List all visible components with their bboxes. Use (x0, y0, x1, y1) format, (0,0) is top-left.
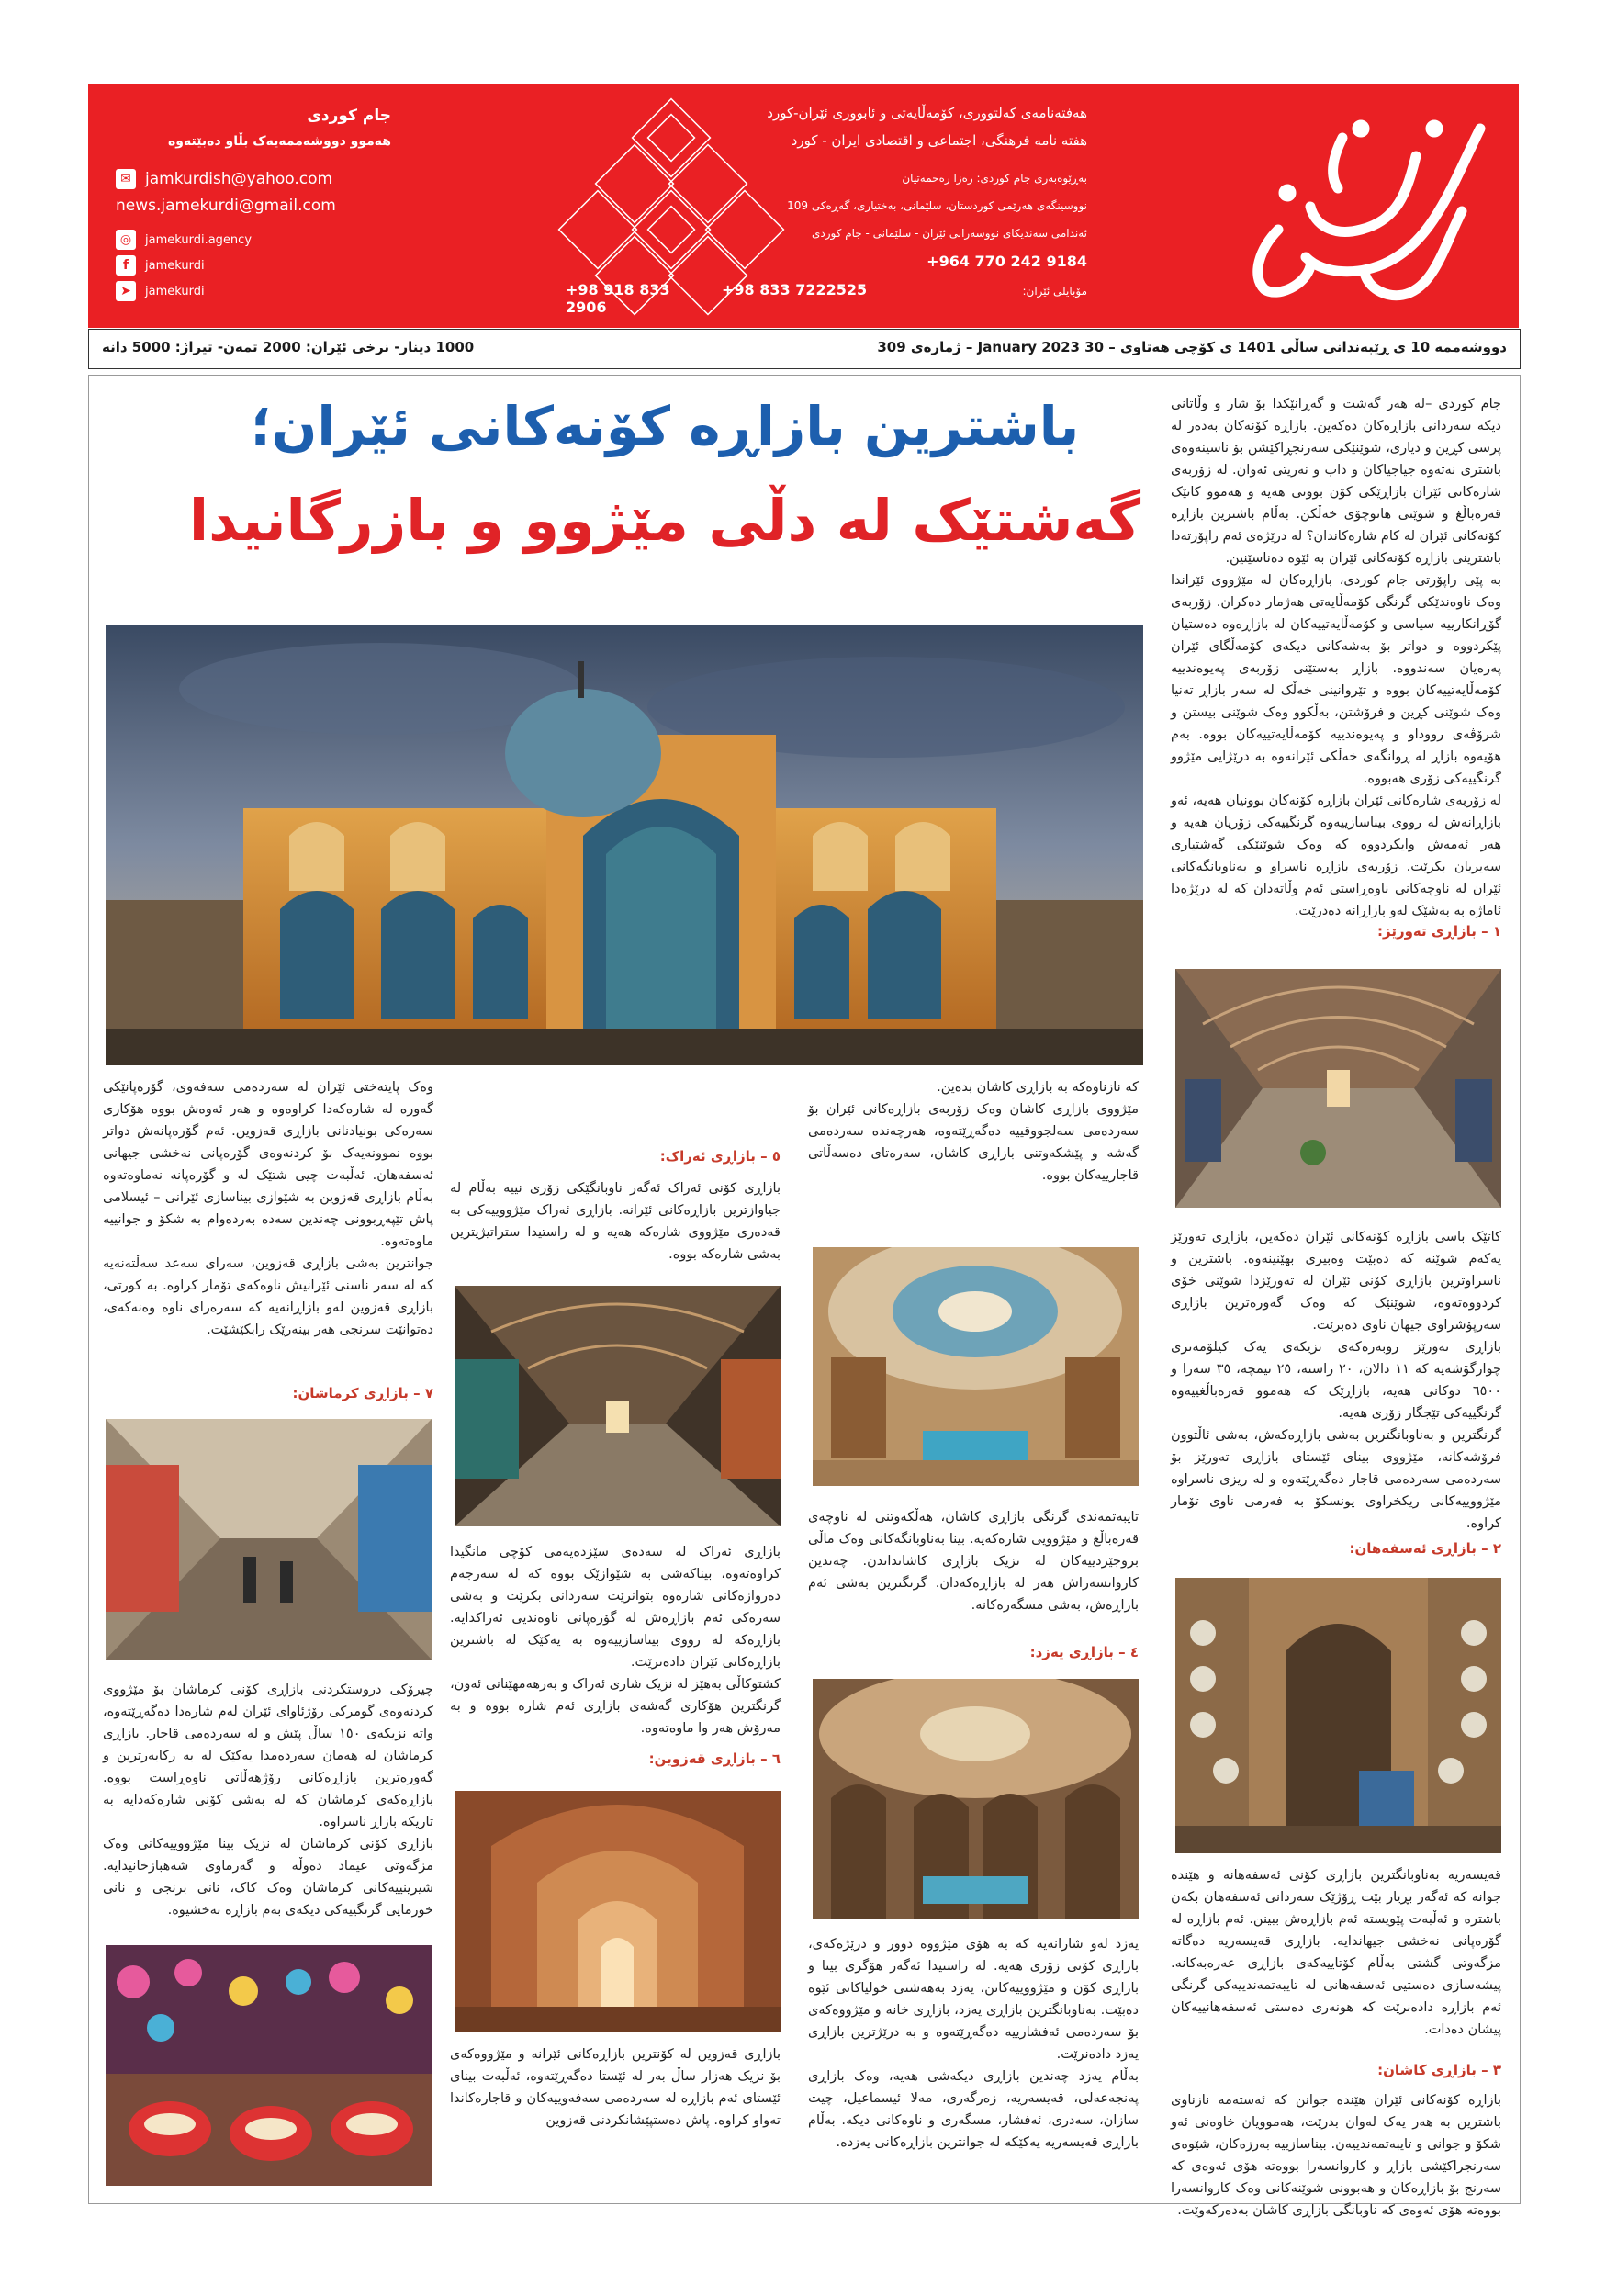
column-2-top (808, 1076, 1139, 1187)
mail-icon: ✉ (116, 169, 136, 189)
intro-paragraph-2: بە پێی راپۆرتی جام کوردی، بازاڕەکان لە مێژووی ئێراندا وەک ناوەندێکی گرنگی کۆمەڵایەتی هەژمار دەکران. زۆربەی گۆڕانکارییە سیاسی و کۆمەڵایەتییەکان لە بازاڕەوە دەستیان پێکردووە و دواتر بۆ بەشەکانی دیکەی کۆمەڵگای ئێران پەرەیان سەندووە. بازاڕ بەستێنی زۆربەی پەیوەندییە کۆمەڵایەتییەکان بووە و تێروانینی خەڵک لە سەر بازاڕ تەنیا وەک شوێنی کڕین و فرۆشتن، بەڵکوو وەک شوێنی بیستن و شرۆڤەی رووداو و پەیوەندییە کۆمەڵایەتییەکان بووە. بەم هۆیەوە بازاڕ لە ڕوانگەی خەڵکی ئێرانەوە بە درێژایی مێژوو گرنگییەکی زۆری هەبووە. (1171, 573, 1501, 786)
kashan-text-block (1171, 2089, 1501, 2222)
issue-info-bar (88, 329, 1521, 369)
photo-kashan-bazaar (813, 1247, 1139, 1486)
telegram-icon: ➤ (116, 281, 136, 301)
column-4-top (103, 1076, 433, 1341)
kashan-paragraph-2: تایبەتمەندی گرنگی بازاڕی کاشان، هەڵکەوتنی لە ناوچەی قەرەباڵغ و مێژوویی شارەکەیە. بینا بەناوبانگەکانی وەک ماڵی بروجێردییەکان لە نزیک بازاڕی کاشانداندن. چەندین کاروانسەراش هەر لە بازاڕەکەدان. گرنگترین بەشی ئەم بازاڕەش، بەشی مسگەرەکانە. (808, 1510, 1139, 1613)
email-yahoo[interactable]: jamkurdish@yahoo.com (145, 170, 333, 188)
arak-text-block (450, 1177, 781, 1266)
kermanshah-shop-illustration (106, 1945, 432, 2186)
isfahan-bazaar-illustration (1175, 1578, 1501, 1853)
qazvin-paragraph: بازاڕی قەزوین لە کۆنترین بازاڕەکانی ئێرانە و مێژووەکەی بۆ نزیک هەزار ساڵ بەر لە ئێستا دەگەڕێتەوە، ئەڵبەت بینای ئێستای ئەم بازاڕە لە سەردەمی سەفەوییەکان و قاجارەکاندا تەواو کراوە. پاش دەستپێشانکردنی قەزوین (450, 2047, 781, 2128)
qazvin-text-block (450, 2043, 781, 2132)
arak-paragraph: بازاڕی کۆنی ئەراک ئەگەر ناوبانگێکی زۆری نییە بەڵام لە جیاوازترین بازاڕەکانی ئێرانە. بازاڕی ئەراک مێژووییەکی بە قەدەری مێژووی شارەکە هەیە و لە راستیدا ستراتیژیترین بەشی شارەکە بووە. (450, 1181, 781, 1262)
brand-subtitle: هەموو دووشەممەیەک بڵاو دەبێتەوە (168, 134, 391, 149)
qazvin-paragraph-2: وەک پایتەختی ئێران لە سەردەمی سەفەوی، گۆرەپانێکی گەورە لە شارەکەدا کراوەوە و هەر ئەوەش بووە هۆکاری سەرەکی بونیادنانی بازاڕی قەزوین. ئەم گۆرەپانەش دواتر بووە نموونەیەک بۆ کردنەوەی گۆرەپانی نەخشی جیهانی ئەسفەهان. ئەڵبەت چیی شتێک لە و گۆرەپانە نەماوەتەوە بەڵام بازاڕی قەزوین بە شێوازی بیناسازی ئێرانی – ئیسلامی پاش تێپەڕبوونی چەندین سەدە بەردەوام بە شکۆ و جوانییە ماوەتەوە. جوانترین بەشی بازاڕی قەزوین، سەرای سەعد سەڵتەنەیە کە لە سەر ناسنی ئێرانیش ناوەکەی تۆمار کراوە. بە کورتی، بازاڕی قەزوین لەو بازاڕانەیە کە سەرەرای ناوە وەنەکەی، دەتوانێت سرنجی هەر بینەرێک رابکێشێت. (103, 1080, 433, 1337)
photo-yazd-bazaar (813, 1679, 1139, 1919)
photo-kermanshah-bazaar (106, 1419, 432, 1660)
headline-line-2: گەشتێک لە دڵی مێژوو و بازرگانیدا (188, 487, 1141, 554)
section-head-tabriz: ١ – بازاڕی تەورێز: (1377, 923, 1501, 940)
contact-instagram[interactable] (116, 230, 252, 250)
telegram-handle[interactable]: jamekurdi (145, 284, 205, 298)
contact-telegram[interactable] (116, 281, 205, 301)
masthead (88, 84, 1519, 328)
photo-isfahan-bazaar (1175, 1578, 1501, 1853)
yazd-bazaar-illustration (813, 1679, 1139, 1919)
yazd-paragraph: یەزد لەو شارانەیە کە بە هۆی مێژووە دوور و درێژەکەی، بازاڕی کۆنی زۆری هەیە. لە راستیدا ئەگەر هۆگری بینا و بازاڕی کۆن و مێژووییەکانن، یەزد بەهەشتی خولیاکانی ئێوە دەبێت. بەناوبانگترین بازاڕی یەزد، بازاڕی خانە و مێژووەکەی بۆ سەردەمی ئەفشارییە دەگەڕێتەوە و بە درێژترین بازاڕی یەزد دادەنرێت. بەڵام یەزد چەندین بازاڕی دیکەشی هەیە، وەک بازاڕی پەنجەعەلی، قەیسەریە، زەرگەری، مەلا ئیسماعیل، چیت سازان، سەدری، ئەفشار، مسگەری و ناوەکانی دیکە. بەڵام بازاڕی قەیسەریە یەکێکە لە جوانترین بازاڕەکانی یەزدە. (808, 1937, 1139, 2150)
facebook-icon: f (116, 255, 136, 276)
kashan-bazaar-illustration (813, 1247, 1139, 1486)
instagram-icon: ◎ (116, 230, 136, 250)
editor-line: بەڕێوەبەری جام کوردی: رەزا رەحمەتیان (902, 172, 1087, 185)
photo-kermanshah-shop (106, 1945, 432, 2186)
facebook-handle[interactable]: jamekurdi (145, 258, 205, 273)
photo-qazvin-bazaar (455, 1791, 781, 2032)
headline-line-1: باشترین بازاڕە کۆنەکانی ئێران؛ (250, 395, 1080, 457)
kermanshah-text-block (103, 1679, 433, 1921)
brand-name: جام کوردی (307, 107, 391, 125)
photo-tabriz-bazaar (1175, 969, 1501, 1208)
jame-kurdi-logo (1223, 101, 1499, 312)
kermanshah-bazaar-illustration (106, 1419, 432, 1660)
kashan-text-block-2 (808, 1506, 1139, 1616)
section-head-kermanshah: ٧ – بازاڕی کرماشان: (292, 1385, 433, 1401)
contact-email-2[interactable] (116, 197, 336, 215)
section-head-isfahan: ٢ – بازاڕی ئەسفەهان: (1349, 1540, 1501, 1557)
contact-email-1[interactable] (116, 169, 332, 189)
office-line: نووسینگەی هەرێمی کوردستان، سلێمانی، بەختیاری، گەڕەکی 109 (787, 199, 1087, 212)
arak-bazaar-illustration (455, 1286, 781, 1526)
tabriz-bazaar-illustration (1175, 969, 1501, 1208)
section-head-kashan: ٣ – بازاڕی کاشان: (1377, 2062, 1501, 2078)
phone-iran-1: +98 833 7222525 (722, 281, 868, 298)
phone-iraq: +964 770 242 9184 (927, 253, 1087, 270)
qazvin-bazaar-illustration (455, 1791, 781, 2032)
mobile-label: مۆبایلی ئێران: (1022, 285, 1087, 298)
union-line: ئەندامی سەندیکای نووسەرانی ئێران - سلێمانی - جام کوردی (811, 227, 1087, 240)
kashan-continued: کە نازناوەکە بە بازاڕی کاشان بدەین. مێژووی بازاڕی کاشان وەک زۆربەی بازاڕەکانی ئێران بۆ سەردەمی سەلجووقییە دەگەڕێتەوە، هەرچەندە سەردەمی گەشە و پێشکەوتنی بازاڕی کاشان، سەرەتای دەسەڵاتی قاجارییەکان بووە. (808, 1080, 1139, 1183)
yazd-text-block (808, 1933, 1139, 2154)
tabriz-paragraph: کاتێک باسی بازاڕە کۆنەکانی ئێران دەکەین، بازاڕی تەورێز یەکەم شوێنە کە دەبێت وەبیری بهێنینەوە. باشترین و ناسراوترین بازاڕی کۆنی ئێران لە تەورێزدا شوێنی خۆی کردووەتەوە، شوێنێک کە وەک گەورەترین بازاڕی سەرپۆشراوی جیهان ناوی دەبرێت. بازاڕی تەورێز روبەرەکەی نزیکەی یەک کیلۆمەتری چوارگۆشەیە کە ١١ دالان، ٢٠ راستە، ٢٥ تیمچە، ٣٥ سەرا و ٦٥٠٠ دوکانی هەیە، بازاڕێک کە هەموو قەرەباڵغییەوە گرنگییەکی تێجگار زۆری هەیە. گرنگترین و بەناوبانگترین بەشی بازاڕەکەش، بەشی ئاڵتوون فرۆشەکانە، مێژووی بینای ئێستای بازاڕی تەورێز بۆ سەردەمی سەردەمی قاجار دەگەڕێتەوە و لە ریزی ناسراوە مێژووییەکانی ریکخراوی یونسکۆ بە فەرمی ناوی تۆمار کراوە. (1171, 1230, 1501, 1531)
photo-arak-bazaar (455, 1286, 781, 1526)
intro-paragraph: جام کوردی –لە هەر گەشت و گەڕانێکدا بۆ شار و وڵاتانی دیکە سەردانی بازاڕەکان دەکەین. بازاڕە کۆنەکان بەدەر لە پرسی کڕین و دیاری، شوێنێکی سەرنجڕاکێشن بۆ ناسینەوەی باشتری نەتەوە جیاجیاکان و داب و نەریتی ئەوان. لە زۆربەی شارەکانی ئێران بازاڕێکی کۆن بوونی هەیە و هەموو کاتێک قەرەباڵغ و شوێنی هاتوچۆی خەڵکن. بەڵام باشترین بازاڕە کۆنەکانی ئێران لە کام شارەکاندان؟ لە درێژەی ئەم راپۆرتەدا باشترینی بازاڕە کۆنەکانی ئێران بە ئێوە دەناسێنین. (1171, 397, 1501, 566)
tagline-persian: هفته نامه فرهنگی، اجتماعی و اقتصادی ایران - کورد (791, 132, 1087, 149)
kashan-paragraph: بازاڕە کۆنەکانی ئێران هێندە جوانن کە ئەستەمە نازناوی باشترین بە هەر یەک لەوان بدرێت، هەموویان خاوەنی ئەو شکۆ و جوانی و تایبەتمەندییەن. بیناسازییە بەرزەکان، شێوەی سەرنجراکێشی بازاڕ و کاروانسەرا بووەتە هۆی ئەوەی کە سەرنج بۆ بازاڕەکان و هەبوونی شوێنەکانی وەک کاروانسەرا بووەتە هۆی ئەوەی کە ناوبانگی بازاڕی کاشان بەدەرکەوێت. (1171, 2093, 1501, 2218)
column-right (1171, 393, 1501, 922)
email-gmail[interactable]: news.jamekurdi@gmail.com (116, 197, 336, 215)
isfahan-text-block (1171, 1864, 1501, 2041)
intro-paragraph-3: لە زۆربەی شارەکانی ئێران بازاڕە کۆنەکان بوونیان هەیە، ئەو بازاڕانەش لە رووی بیناسازییەوە گرنگییەکی زۆریان هەیە و هەر ئەمەش وایکردووە کە وەک شوێنێکی گەشتیاری سەیریان بکرێت. زۆربەی بازاڕە ناسراو و بەناوبانگەکانی ئێران لە ناوچەکانی ناوەڕاستی ئەم وڵاتەدان کە لە درێژەدا ئاماژە بە بەشێک لەو بازاڕانە دەدرێت. (1171, 793, 1501, 918)
section-head-yazd: ٤ – بازاڕی یەزد: (1029, 1644, 1139, 1660)
arak-paragraph-2: بازاڕی ئەراک لە سەدەی سێزدەیەمی کۆچی مانگیدا کراوەتەوە، بیناکەشی بە شێوازێک بووە کە لە سەرجەم دەروازەکانی شارەوە بتوانرێت سەردانی بکرێت و بەشی سەرەکی ئەم بازاڕەش لە گۆرەپانی ناوەندیی ئەراکدایە. بازاڕەکە لە رووی بیناسازییەوە بە یەکێک لە باشترین بازاڕەکانی ئێران دادەنرێت. کشتوکاڵی بەهێز لە نزیک شاری ئەراک و بەرهەمهێنانی ئەون، گرنگترین هۆکاری گەشەی بازاڕی ئەم شارە بووە و بە مەرۆش هەر وا ماوەتەوە. (450, 1545, 781, 1736)
phone-iran-2: +98 918 833 2906 (566, 281, 670, 316)
kermanshah-paragraph: چیرۆکی دروستکردنی بازاڕی کۆنی کرماشان بۆ مێژووی کردنەوەی گومرکی رۆژئاوای ئێران لەم شارەدا دەگەڕێتەوە، واتە نزیکەی ١٥٠ ساڵ پێش و لە سەردەمی قاجار. بازاڕی کرماشان لە هەمان سەردەمدا یەکێک لە بە رکابەرترین و گەورەترین بازاڕەکانی رۆژهەڵاتی ناوەڕاست بووە. بازاڕەکەی کرماشان کە لە بەشی کۆنی شارەکەدایە بە تاریکە بازاڕ ناسراوە. بازاڕی کۆنی کرماشان لە نزیک بینا مێژووییەکانی وەک مزگەوتی عیماد دەوڵە و گەرماوی شەهبازخانیدایە. شیرینییەکانی کرماشان وەک کاک، نانی برنجی و نانی خورمایی گرنگییەکی دیکەی بەم بازاڕە بەخشیوە. (103, 1683, 433, 1918)
isfahan-paragraph: قەیسەریە بەناوبانگترین بازاڕی کۆنی ئەسفەهانە و هێندە جوانە کە ئەگەر بڕیار بێت ڕۆژێک سەردانی ئەسفەهان بکەن باشترە و ئەڵبەت پێویستە ئەم بازاڕەش ببینن. ئەم بازاڕە لە گۆرەپانی نەخشی جیهاندایە. بازاڕی قەیسەریە دەگاتە مزگەوتی گشتی بەڵام کۆتاییەکەی بازاڕی عەرەبەکانە. پیشەسازی دەستیی ئەسفەهانی لە تایبەتمەندییەکی گرنگی ئەم بازاڕە دادەنرێت کە هونەری دەستی ئەسفەهانییەکان پیشان دەدات. (1171, 1868, 1501, 2037)
instagram-handle[interactable]: jamekurdi.agency (145, 232, 253, 247)
section-head-qazvin: ٦ – بازاڕی قەزوین: (648, 1750, 781, 1767)
tabriz-text-block (1171, 1226, 1501, 1535)
mosque-illustration (106, 625, 1143, 1065)
tagline-kurdish: هەفتەنامەی کەلتووری، کۆمەڵایەتی و ئابووری ئێران-کورد (767, 105, 1087, 121)
arak-text-block-2 (450, 1541, 781, 1739)
section-head-arak: ٥ – بازاڕی ئەراک: (659, 1148, 781, 1165)
contact-facebook[interactable] (116, 255, 205, 276)
main-photo-bazaar-mosque (106, 625, 1143, 1065)
issue-price: 1000 دینار- نرخی ئێران: 2000 تمەن- تیراژ: 5000 دانە (102, 339, 475, 355)
issue-date: دووشەممە 10 ی ڕێبەندانی ساڵی 1401 ی کۆچی هەتاوی – 30 January 2023 – ژمارەی 309 (877, 339, 1507, 355)
